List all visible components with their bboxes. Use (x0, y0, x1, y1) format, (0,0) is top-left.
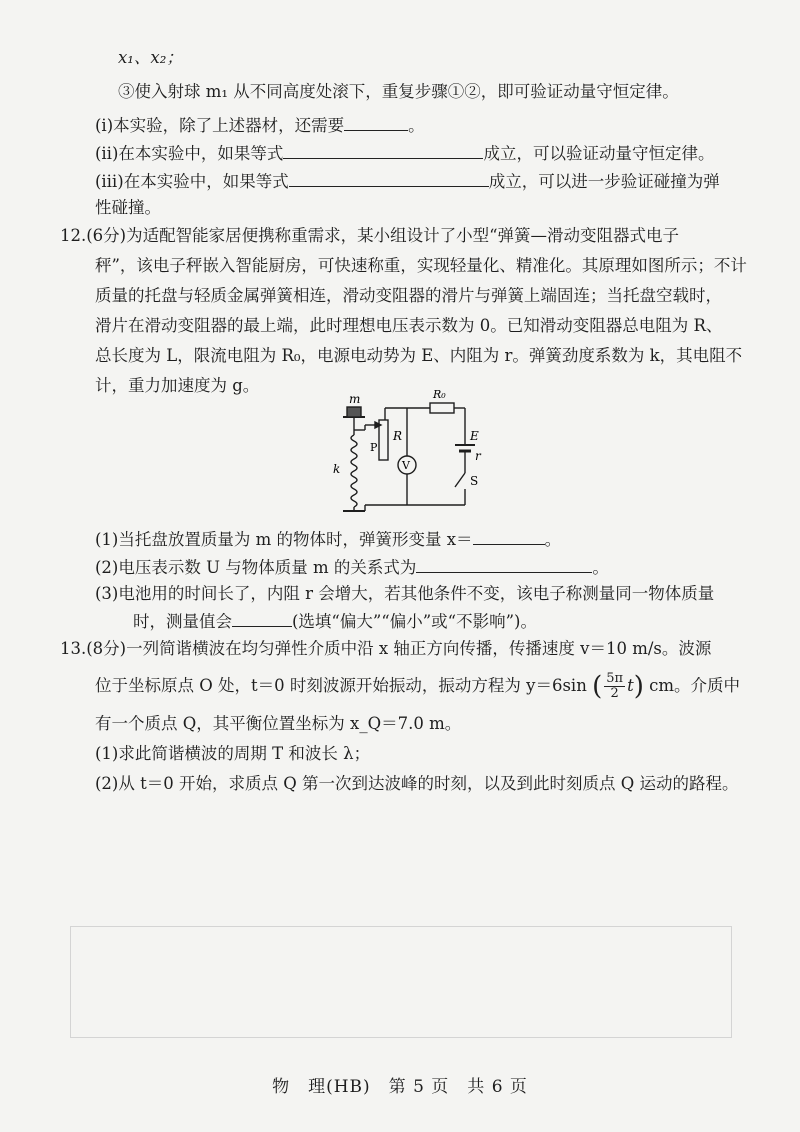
page-footer: 物 理(HB) 第 5 页 共 6 页 (272, 1077, 528, 1097)
question-12-line: 质量的托盘与轻质金属弹簧相连，滑动变阻器的滑片与弹簧上端固连；当托盘空载时， (95, 286, 722, 305)
question-line (95, 168, 720, 194)
answer-blank[interactable] (416, 554, 592, 573)
text-segment: 时，测量值会 (133, 612, 232, 631)
fraction (604, 672, 625, 701)
label-v: V (402, 459, 410, 472)
label-r0: R₀ (433, 388, 446, 401)
answer-blank[interactable] (283, 140, 483, 159)
label-p: P (370, 441, 378, 454)
text-line: ③使入射球 m₁ 从不同高度处滚下，重复步骤①②，即可验证动量守恒定律。 (118, 82, 679, 101)
question-13-line: 有一个质点 Q，其平衡位置坐标为 x_Q＝7.0 m。 (95, 714, 462, 733)
var-t: t (627, 676, 634, 695)
circuit-diagram (325, 385, 495, 520)
fraction-numerator: 5π (606, 671, 624, 686)
label-internal-r: r (475, 449, 481, 463)
answer-blank[interactable] (289, 168, 489, 187)
question-12-line: 秤”，该电子秤嵌入智能厨房，可快速称重，实现轻量化、精准化。其原理如图所示；不计 (95, 256, 747, 275)
spring-shape (351, 435, 357, 507)
question-12-line: 12.(6分)为适配智能家居便携称重需求，某小组设计了小型“弹簧—滑动变阻器式电子 (60, 226, 680, 245)
text-segment: 。 (408, 116, 425, 135)
switch-s-shape (455, 473, 465, 487)
text-segment: (1)当托盘放置质量为 m 的物体时，弹簧形变量 x＝ (95, 530, 473, 549)
question-line (95, 140, 714, 166)
text-segment: (选填“偏大”“偏小”或“不影响”)。 (292, 612, 537, 631)
question-13-line: 13.(8分)一列简谐横波在均匀弹性介质中沿 x 轴正方向传播，传播速度 v＝10 m/s。波源 (60, 639, 712, 658)
text-segment: 成立，可以进一步验证碰撞为弹 (488, 172, 720, 191)
answer-blank[interactable] (473, 526, 545, 545)
text-segment: (2)电压表示数 U 与物体质量 m 的关系式为 (95, 558, 417, 577)
question-12-line: 总长度为 L，限流电阻为 R₀，电源电动势为 E、内阻为 r。弹簧劲度系数为 k，其电阻不 (95, 346, 743, 365)
label-m: m (349, 392, 361, 406)
label-r: R (393, 429, 403, 443)
label-k: k (333, 462, 341, 476)
resistor-r0-shape (430, 403, 454, 413)
subquestion-3-cont (133, 608, 537, 634)
text-segment: (ⅰ)本实验，除了上述器材，还需要 (95, 116, 345, 135)
answer-blank[interactable] (232, 608, 292, 627)
fraction-denominator: 2 (610, 686, 619, 701)
text-segment: (ⅱ)在本实验中，如果等式 (95, 144, 284, 163)
label-s: S (470, 474, 479, 488)
label-e: E (470, 429, 479, 443)
text-line: x₁、x₂； (118, 48, 183, 67)
question-12-line: 滑片在滑动变阻器的最上端，此时理想电压表示数为 0。已知滑动变阻器总电阻为 R、 (95, 316, 723, 335)
text-segment: 。 (544, 530, 562, 549)
subquestion-3: (3)电池用的时间长了，内阻 r 会增大，若其他条件不变，该电子称测量同一物体质量 (95, 584, 715, 603)
show-through-box (70, 926, 732, 1038)
text-segment: (ⅲ)在本实验中，如果等式 (95, 172, 289, 191)
answer-blank[interactable] (344, 112, 408, 131)
question-ii-line (95, 112, 425, 138)
question-13-sub1: (1)求此简谐横波的周期 T 和波长 λ； (95, 744, 371, 763)
text-segment: 成立，可以验证动量守恒定律。 (483, 144, 715, 163)
question-13-sub2: (2)从 t＝0 开始，求质点 Q 第一次到达波峰的时刻，以及到此时刻质点 Q 运动的路程。 (95, 774, 739, 793)
text-segment: 。 (592, 558, 609, 577)
paren-close: ) (633, 671, 644, 702)
subquestion-1 (95, 526, 561, 552)
text-segment: 位于坐标原点 O 处，t＝0 时刻波源开始振动，振动方程为 y＝6sin (95, 676, 587, 695)
question-13-line (95, 668, 740, 704)
text-segment: cm。介质中 (649, 676, 740, 695)
question-12-line: 计，重力加速度为 g。 (95, 376, 260, 395)
text-line: 性碰撞。 (95, 198, 161, 217)
subquestion-2 (95, 554, 609, 580)
paren-open: ( (592, 671, 603, 702)
